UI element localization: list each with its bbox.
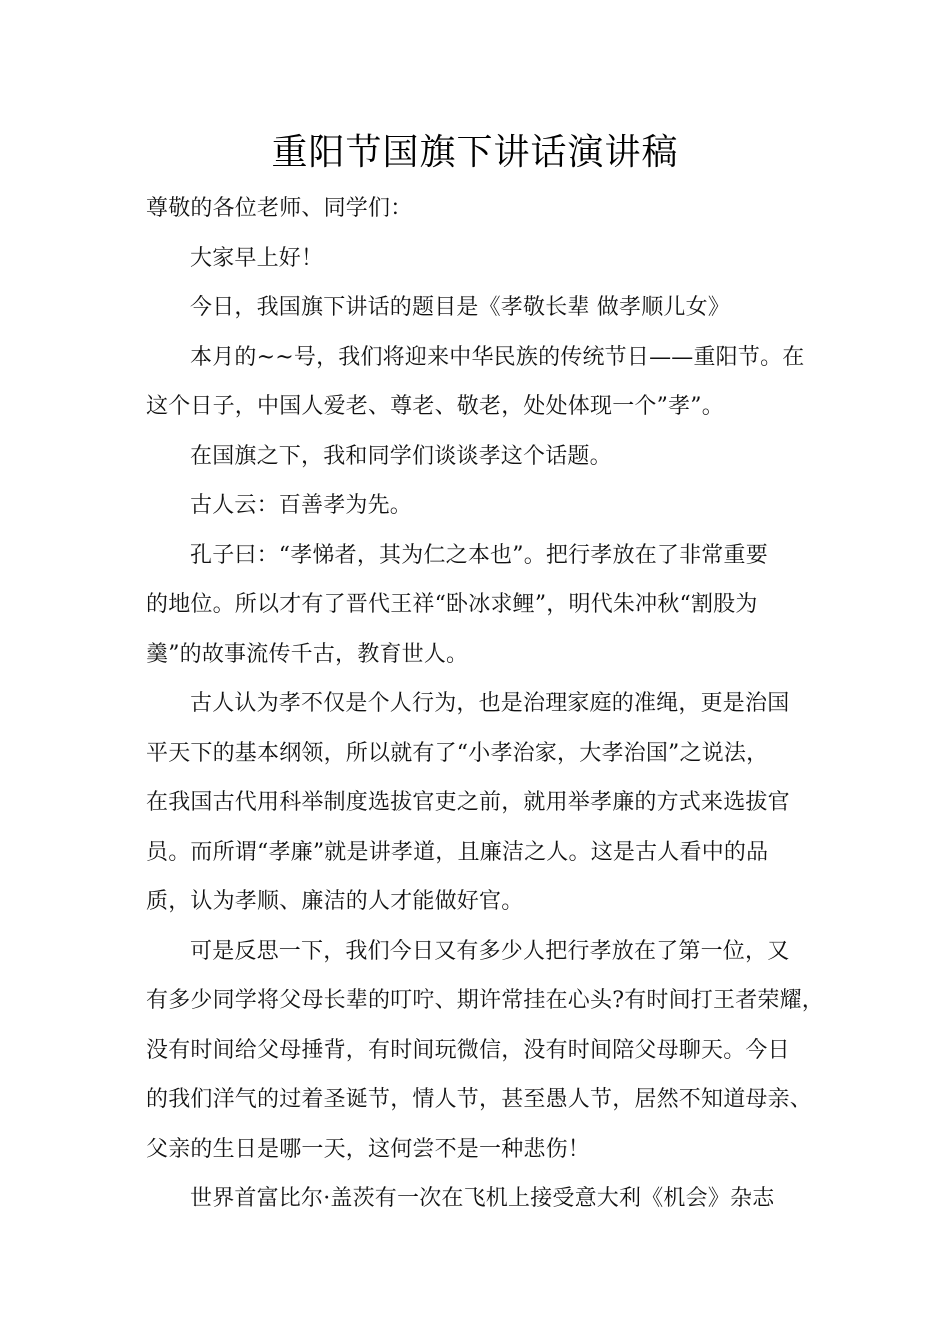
document-title: 重阳节国旗下讲话演讲稿 xyxy=(271,132,679,173)
text-line: 有多少同学将父母长辈的叮咛、期许常挂在心头?有时间打王者荣耀， xyxy=(146,988,824,1013)
text-line: 大家早上好！ xyxy=(190,245,324,271)
text-line: 孔子曰：“孝悌者，其为仁之本也”。把行孝放在了非常重要 xyxy=(190,542,768,568)
text-line: 在我国古代用科举制度选拔官吏之前，就用举孝廉的方式来选拔官 xyxy=(146,790,790,815)
text-line: 世界首富比尔·盖茨有一次在飞机上接受意大利《机会》杂志 xyxy=(190,1186,775,1211)
text-line: 平天下的基本纲领，所以就有了“小孝治家，大孝治国”之说法， xyxy=(146,740,769,766)
text-line: 羹”的故事流传千古，教育世人。 xyxy=(146,641,469,667)
text-line: 可是反思一下，我们今日又有多少人把行孝放在了第一位，又 xyxy=(190,938,790,964)
document-body xyxy=(146,184,826,1224)
text-line: 质，认为孝顺、廉洁的人才能做好官。 xyxy=(146,889,524,914)
text-line: 的我们洋气的过着圣诞节，情人节，甚至愚人节，居然不知道母亲、 xyxy=(146,1087,813,1112)
text-line: 这个日子，中国人爱老、尊老、敬老，处处体现一个”孝”。 xyxy=(146,394,724,419)
text-line: 在国旗之下，我和同学们谈谈孝这个话题。 xyxy=(190,443,612,469)
text-line: 员。而所谓“孝廉”就是讲孝道，且廉洁之人。这是古人看中的品 xyxy=(146,839,769,865)
text-line: 本月的~~号，我们将迎来中华民族的传统节日——重阳节。在 xyxy=(190,344,805,370)
text-line: 父亲的生日是哪一天，这何尝不是一种悲伤！ xyxy=(146,1136,591,1162)
text-line: 古人认为孝不仅是个人行为，也是治理家庭的准绳，更是治国 xyxy=(190,691,790,716)
text-line: 的地位。所以才有了晋代王祥“卧冰求鲤”，明代朱冲秋“割股为 xyxy=(146,592,758,617)
text-line: 尊敬的各位老师、同学们： xyxy=(146,196,413,221)
text-line: 古人云：百善孝为先。 xyxy=(190,493,413,518)
text-line: 今日，我国旗下讲话的题目是《孝敬长辈 做孝顺儿女》 xyxy=(190,295,730,320)
text-line: 没有时间给父母捶背，有时间玩微信，没有时间陪父母聊天。今日 xyxy=(146,1037,790,1063)
